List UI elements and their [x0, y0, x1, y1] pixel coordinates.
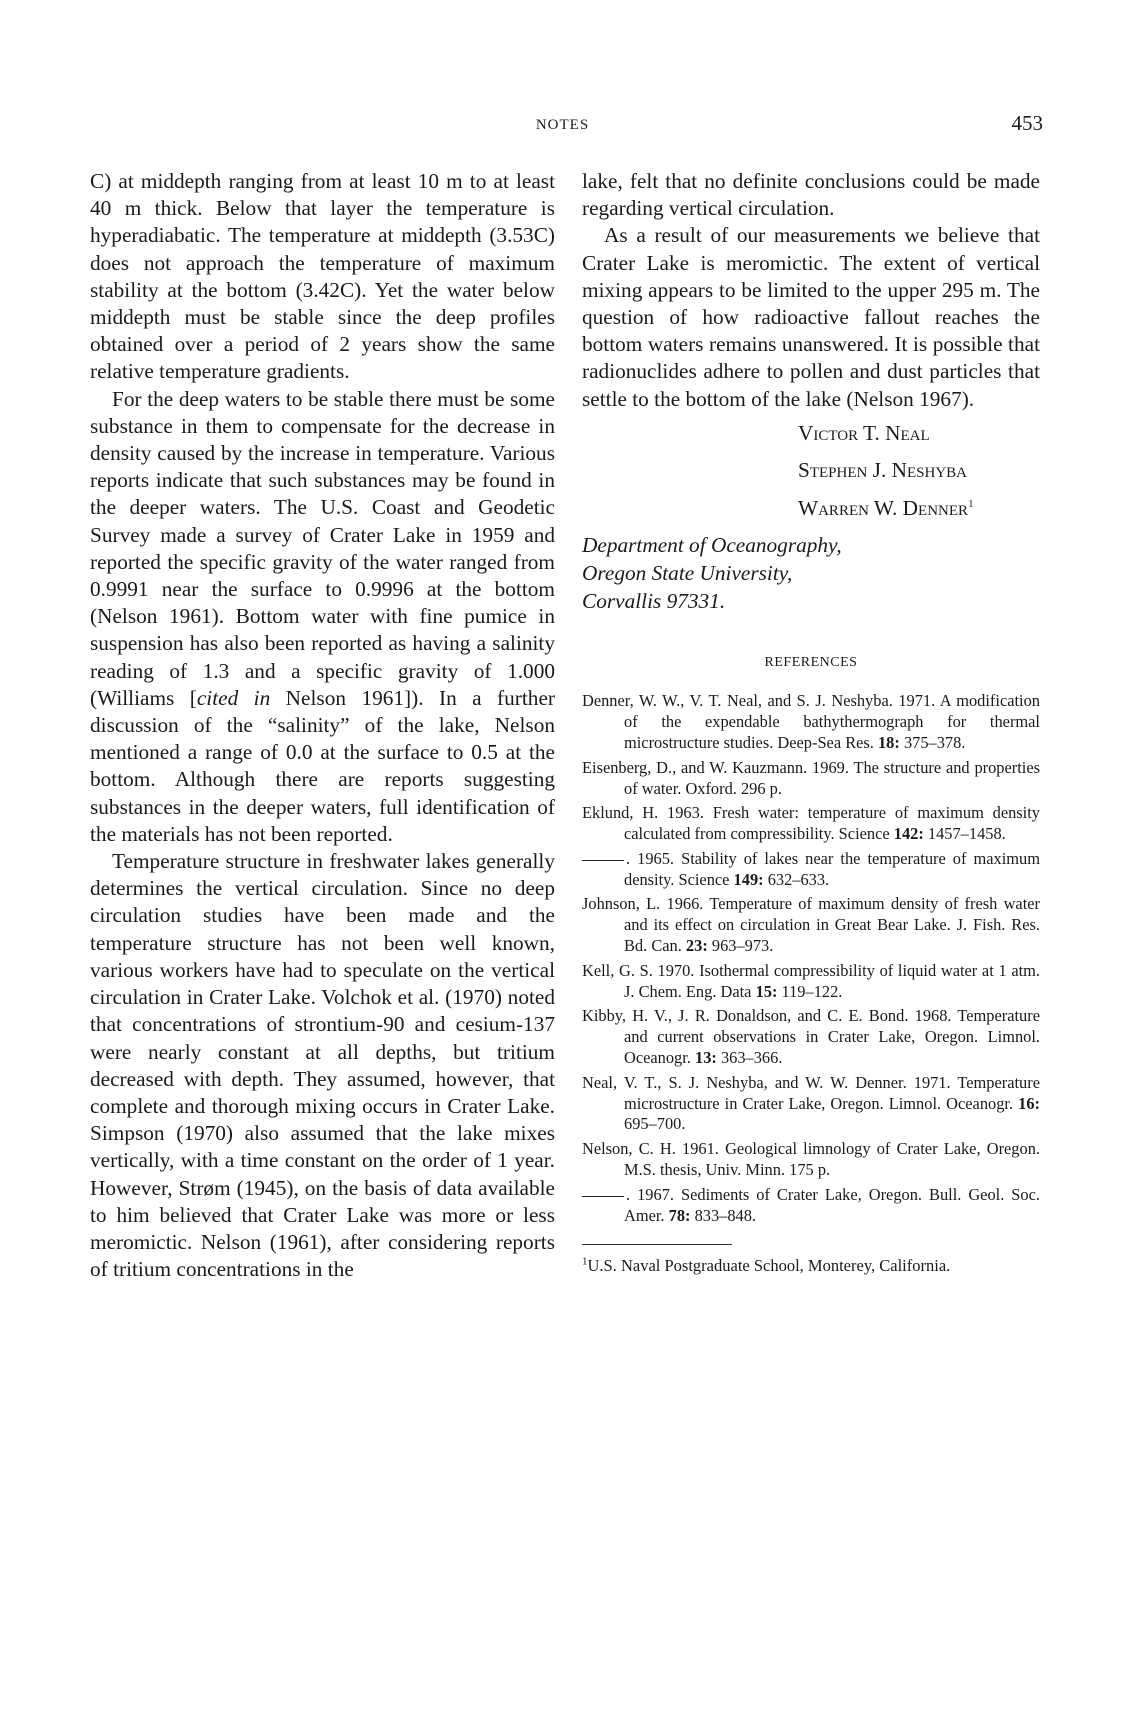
affiliation-line: Department of Oceanography, — [582, 533, 842, 558]
reference-entry — [582, 1073, 1040, 1135]
reference-entry — [582, 961, 1040, 1003]
reference-text: Neal, V. T., S. J. Neshyba, and W. W. Denner. 1971. Temperature microstructure in Crater Lake, Oregon. Limnol. Oceanogr. — [582, 1072, 1040, 1113]
paragraph: C) at middepth ranging from at least 10 m to at least 40 m thick. Below that layer the temperature is hyperadiabatic. The temperature at middepth (3.53C) does not approach the temperature of maximum stability at the bottom (3.42C). Yet the water below middepth must be stable since the deep profiles obtained over a period of 2 years show the same relative temperature gradients. — [90, 169, 555, 384]
reference-text: Eklund, H. 1963. Fresh water: temperature of maximum density calculated from compressibility. Science — [582, 803, 1040, 844]
repeat-author-dash — [582, 1196, 624, 1197]
author-name: Stephen J. Neshyba — [798, 458, 967, 483]
reference-volume: 18: — [877, 732, 900, 752]
paragraph — [90, 386, 555, 848]
footnote-text: U.S. Naval Postgraduate School, Monterey, California. — [587, 1256, 951, 1276]
reference-volume: 15: — [755, 981, 778, 1001]
reference-entry — [582, 1185, 1040, 1227]
author-signatures — [582, 420, 1040, 522]
reference-text: . 1965. Stability of lakes near the temperature of maximum density. Science — [624, 848, 1040, 889]
footnote-mark: 1 — [582, 1255, 588, 1268]
reference-text: Johnson, L. 1966. Temperature of maximum density of fresh water and its effect on circulation in Great Bear Lake. J. Fish. Res. Bd. Can. — [582, 894, 1040, 956]
reference-text: Nelson, C. H. 1961. Geological limnology of Crater Lake, Oregon. M.S. thesis, Univ. Minn. 175 p. — [582, 1139, 1040, 1180]
paragraph: As a result of our measurements we believe that Crater Lake is meromictic. The extent of vertical mixing appears to be limited to the upper 295 m. The question of how radioactive fallout reaches the bottom waters remains unanswered. It is possible that radionuclides adhere to pollen and dust particles that settle to the bottom of the lake (Nelson 1967). — [582, 223, 1040, 411]
paragraph: Temperature structure in freshwater lakes generally determines the vertical circulation. Since no deep circulation studies have been made and the temperature structure has not been well known, various workers have had to speculate on the vertical circulation in Crater Lake. Volchok et al. (1970) noted that concentrations of strontium-90 and cesium-137 were nearly constant at all depths, but tritium decreased with depth. They assumed, however, that complete and thorough mixing occurs in Crater Lake. Simpson (1970) also assumed that the lake mixes vertically, with a time constant on the order of 1 year. However, Strøm (1945), on the basis of data available to him believed that Crater Lake was more or less meromictic. Nelson (1961), after considering reports of tritium concentrations in the — [90, 849, 555, 1282]
left-column — [90, 168, 555, 1283]
footnote — [582, 1255, 1040, 1276]
reference-text: Kell, G. S. 1970. Isothermal compressibility of liquid water at 1 atm. J. Chem. Eng. Data — [582, 960, 1040, 1001]
reference-volume: 142: — [893, 824, 924, 844]
reference-volume: 78: — [668, 1205, 691, 1225]
running-header: NOTES — [535, 117, 590, 133]
right-column — [582, 168, 1040, 1276]
reference-pages: 963–973. — [707, 936, 774, 956]
footnote-mark: 1 — [968, 497, 974, 510]
paragraph: lake, felt that no definite conclusions could be made regarding vertical circulation. — [582, 169, 1040, 221]
reference-volume: 13: — [695, 1048, 717, 1068]
affiliation-line: Oregon State University, — [582, 560, 793, 585]
reference-list — [582, 691, 1040, 1226]
reference-entry — [582, 894, 1040, 956]
reference-entry — [582, 691, 1040, 753]
reference-pages: 375–378. — [899, 732, 966, 752]
reference-text: Eisenberg, D., and W. Kauzmann. 1969. The structure and properties of water. Oxford. 296 p. — [582, 757, 1040, 798]
reference-entry — [582, 803, 1040, 845]
reference-entry — [582, 1006, 1040, 1068]
cited-in-italic: cited in — [196, 685, 271, 710]
reference-pages: 632–633. — [763, 869, 830, 889]
repeat-author-dash — [582, 860, 624, 861]
author-name-text: Warren W. Denner — [798, 495, 969, 520]
reference-pages: 119–122. — [777, 981, 843, 1001]
reference-pages: 363–366. — [716, 1048, 783, 1068]
reference-pages: 833–848. — [690, 1205, 757, 1225]
paragraph-text: For the deep waters to be stable there must be some substance in them to compensate for the decrease in density caused by the increase in temperature. Various reports indicate that such substances may be found in the deeper waters. The U.S. Coast and Geodetic Survey made a survey of Crater Lake in 1959 and reported the specific gravity of the water ranged from 0.9991 near the surface to 0.9996 at the bottom (Nelson 1961). Bottom water with fine pumice in suspension has also been reported as having a salinity reading of 1.3 and a specific gravity of 1.000 (Williams [ — [90, 386, 555, 710]
reference-text: Denner, W. W., V. T. Neal, and S. J. Neshyba. 1971. A modification of the expendable bathythermograph for thermal microstructure studies. Deep-Sea Res. — [582, 691, 1040, 752]
affiliation-line: Corvallis 97331. — [582, 588, 726, 613]
reference-pages: 695–700. — [624, 1114, 686, 1134]
author-name: Victor T. Neal — [798, 420, 930, 445]
reference-entry — [582, 1139, 1040, 1181]
reference-entry — [582, 758, 1040, 800]
reference-entry — [582, 849, 1040, 891]
paragraph-text: Nelson 1961]). In a further discussion of the “salinity” of the lake, Nelson mentioned a range of 0.0 at the surface to 0.5 at the bottom. Although there are reports suggesting substances in the deeper waters, full identification of the materials has not been reported. — [90, 685, 555, 846]
reference-pages: 1457–1458. — [923, 824, 1006, 844]
reference-volume: 16: — [1018, 1093, 1040, 1113]
footnote-rule — [582, 1244, 732, 1245]
references-heading: REFERENCES — [764, 655, 858, 671]
author-name — [582, 495, 1034, 522]
reference-text: . 1967. Sediments of Crater Lake, Oregon. Bull. Geol. Soc. Amer. — [624, 1184, 1040, 1225]
affiliation — [582, 532, 1040, 615]
page-number: 453 — [1011, 111, 1043, 135]
reference-text: Kibby, H. V., J. R. Donaldson, and C. E. Bond. 1968. Temperature and current observations in Crater Lake, Oregon. Limnol. Oceanogr. — [582, 1006, 1040, 1068]
reference-volume: 149: — [733, 869, 764, 889]
reference-volume: 23: — [685, 936, 708, 956]
